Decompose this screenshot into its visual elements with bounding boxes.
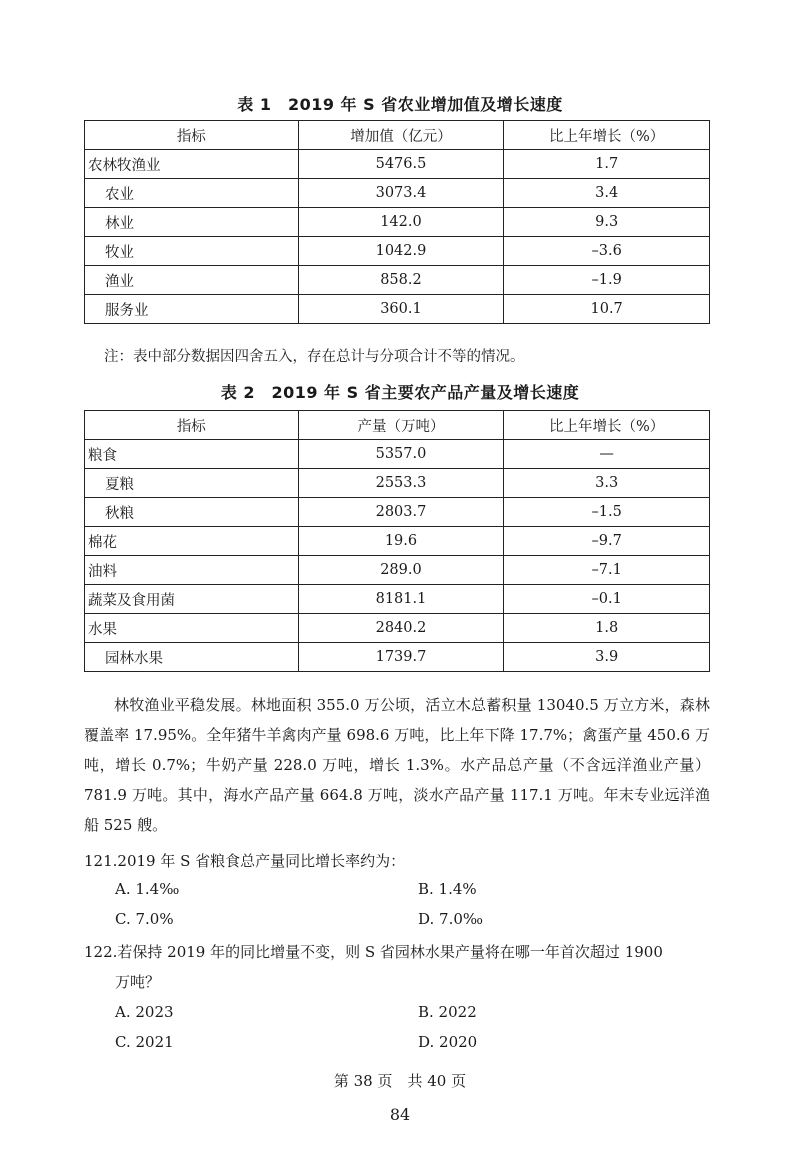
table1-header: 指标 [85, 121, 299, 150]
page-info: 第 38 页 共 40 页 [333, 1072, 467, 1090]
row-value: 360.1 [298, 295, 504, 324]
table2-header: 比上年增长（%） [504, 411, 710, 440]
row-growth: –3.6 [504, 237, 710, 266]
question-121-option-b[interactable]: B. 1.4% [418, 880, 477, 898]
question-121-option-c[interactable]: C. 7.0% [115, 910, 174, 928]
row-label: 秋粮 [85, 498, 299, 527]
row-growth: –9.7 [504, 527, 710, 556]
row-label: 夏粮 [85, 469, 299, 498]
table-row [85, 498, 710, 527]
table2-header: 指标 [85, 411, 299, 440]
row-growth: 3.3 [504, 469, 710, 498]
table-row [85, 150, 710, 179]
row-label: 农林牧渔业 [85, 150, 299, 179]
table1-title: 表 1 2019 年 S 省农业增加值及增长速度 [237, 95, 563, 114]
page-number: 84 [389, 1105, 411, 1124]
table1 [84, 120, 710, 324]
row-value: 2840.2 [298, 614, 504, 643]
body-paragraph: 林牧渔业平稳发展。林地面积 355.0 万公顷，活立木总蓄积量 13040.5 万立方米，森林覆盖率 17.95%。全年猪牛羊禽肉产量 698.6 万吨，比上年下降 17.7%；禽蛋产量 450.6 万吨，增长 0.7%；牛奶产量 228.0 万吨，增长 1.3%。水产品总产量（不含远洋渔业产量）781.9 万吨。其中，海水产品产量 664.8 万吨，淡水产品产量 117.1 万吨。年末专业远洋渔船 525 艘。 [84, 696, 710, 834]
table1-header: 增加值（亿元） [298, 121, 504, 150]
row-value: 2803.7 [298, 498, 504, 527]
row-growth: –1.5 [504, 498, 710, 527]
table-row [85, 585, 710, 614]
row-value: 858.2 [298, 266, 504, 295]
table-row [85, 440, 710, 469]
row-label: 服务业 [85, 295, 299, 324]
row-label: 牧业 [85, 237, 299, 266]
row-value: 19.6 [298, 527, 504, 556]
question-122-option-b[interactable]: B. 2022 [418, 1003, 477, 1021]
table2-header: 产量（万吨） [298, 411, 504, 440]
question-122-stem-continued: 万吨？ [115, 973, 161, 991]
row-growth: 10.7 [504, 295, 710, 324]
question-121-option-d[interactable]: D. 7.0‰ [418, 910, 484, 928]
question-122-option-d[interactable]: D. 2020 [418, 1033, 478, 1051]
row-label: 林业 [85, 208, 299, 237]
row-label: 棉花 [85, 527, 299, 556]
row-label: 渔业 [85, 266, 299, 295]
row-growth: 9.3 [504, 208, 710, 237]
row-growth: 3.9 [504, 643, 710, 672]
question-121-stem: 121.2019 年 S 省粮食总产量同比增长率约为： [84, 852, 406, 870]
row-growth: –1.9 [504, 266, 710, 295]
row-growth: 3.4 [504, 179, 710, 208]
question-122-option-a[interactable]: A. 2023 [115, 1003, 174, 1021]
row-label: 农业 [85, 179, 299, 208]
question-122-stem: 122.若保持 2019 年的同比增量不变，则 S 省园林水果产量将在哪一年首次超过 1900 [84, 943, 663, 961]
row-label: 粮食 [85, 440, 299, 469]
row-value: 3073.4 [298, 179, 504, 208]
table-row [85, 208, 710, 237]
table-row [85, 614, 710, 643]
row-growth: 1.7 [504, 150, 710, 179]
table-row [85, 237, 710, 266]
row-label: 蔬菜及食用菌 [85, 585, 299, 614]
table-row [85, 469, 710, 498]
row-value: 1042.9 [298, 237, 504, 266]
table2-title: 表 2 2019 年 S 省主要农产品产量及增长速度 [220, 383, 580, 402]
row-label: 水果 [85, 614, 299, 643]
row-value: 2553.3 [298, 469, 504, 498]
row-value: 289.0 [298, 556, 504, 585]
row-value: 142.0 [298, 208, 504, 237]
table-row [85, 266, 710, 295]
table1-note: 注：表中部分数据因四舍五入，存在总计与分项合计不等的情况。 [104, 349, 525, 365]
question-122-option-c[interactable]: C. 2021 [115, 1033, 174, 1051]
table-row [85, 295, 710, 324]
row-label: 园林水果 [85, 643, 299, 672]
table1-header: 比上年增长（%） [504, 121, 710, 150]
row-label: 油料 [85, 556, 299, 585]
row-growth: 1.8 [504, 614, 710, 643]
row-growth: –0.1 [504, 585, 710, 614]
table-row [85, 556, 710, 585]
table-row [85, 643, 710, 672]
table-row [85, 179, 710, 208]
row-value: 1739.7 [298, 643, 504, 672]
row-value: 5357.0 [298, 440, 504, 469]
row-growth: –7.1 [504, 556, 710, 585]
row-growth: — [504, 440, 710, 469]
row-value: 5476.5 [298, 150, 504, 179]
question-121-option-a[interactable]: A. 1.4‰ [115, 880, 180, 898]
table2 [84, 410, 710, 672]
table-row [85, 527, 710, 556]
row-value: 8181.1 [298, 585, 504, 614]
